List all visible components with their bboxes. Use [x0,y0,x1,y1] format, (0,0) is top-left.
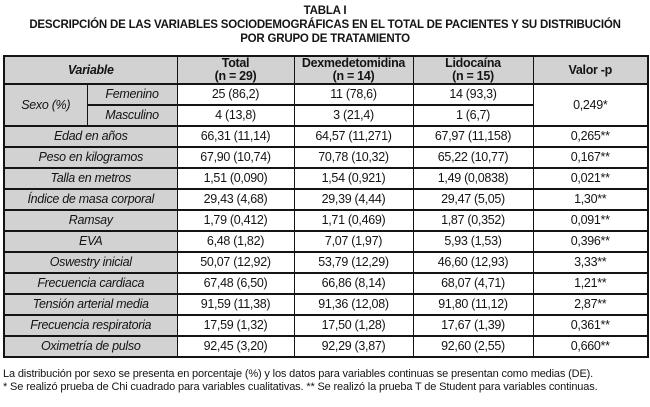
lido-cell: 17,67 (1,39) [413,315,533,336]
table-row [4,231,648,252]
header-variable: Variable [4,56,177,84]
p-value-cell: 0,167** [533,147,648,168]
dex-cell: 91,36 (12,08) [294,294,413,315]
row-label: Tensión arterial media [4,294,177,315]
row-sublabel-femenino: Femenino [87,84,177,105]
dex-cell: 64,57 (11,271) [294,126,413,147]
lido-cell: 1,87 (0,352) [413,210,533,231]
table-row [4,168,648,189]
total-cell: 4 (13,8) [177,105,294,126]
table-footnotes [3,368,649,393]
dex-cell: 1,71 (0,469) [294,210,413,231]
table-row [4,147,648,168]
p-value-cell: 0,660** [533,336,648,357]
p-value-cell: 0,396** [533,231,648,252]
lido-cell: 46,60 (12,93) [413,252,533,273]
table-row [4,336,648,357]
row-label: Talla en metros [4,168,177,189]
table-row-sexo-femenino [4,84,648,105]
dex-cell: 70,78 (10,32) [294,147,413,168]
p-value-cell: 1,30** [533,189,648,210]
total-cell: 66,31 (11,14) [177,126,294,147]
total-cell: 67,90 (10,74) [177,147,294,168]
table-row [4,210,648,231]
header-dexmedetomidina [294,56,413,84]
dex-cell: 66,86 (8,14) [294,273,413,294]
table-caption-line2: POR GRUPO DE TRATAMIENTO [240,33,410,45]
p-value-cell: 3,33** [533,252,648,273]
lido-cell: 68,07 (4,71) [413,273,533,294]
dex-cell: 1,54 (0,921) [294,168,413,189]
row-label-sexo: Sexo (%) [4,84,87,126]
row-label: Frecuencia cardiaca [4,273,177,294]
header-total [177,56,294,84]
row-label: Frecuencia respiratoria [4,315,177,336]
total-cell: 67,48 (6,50) [177,273,294,294]
table-row [4,273,648,294]
row-sublabel-masculino: Masculino [87,105,177,126]
footnote-distribution: La distribución por sexo se presenta en porcentaje (%) y los datos para variables continuas se presentan como medias (DE). [3,368,594,380]
p-value-cell: 1,21** [533,273,648,294]
dex-cell: 11 (78,6) [294,84,413,105]
lido-cell: 5,93 (1,53) [413,231,533,252]
header-row [4,56,648,84]
table-row [4,294,648,315]
table-row [4,252,648,273]
header-lidocaina [413,56,533,84]
total-cell: 17,59 (1,32) [177,315,294,336]
lido-cell: 29,47 (5,05) [413,189,533,210]
p-value-cell: 0,249* [533,84,648,126]
p-value-cell: 2,87** [533,294,648,315]
lido-cell: 91,80 (11,12) [413,294,533,315]
total-cell: 92,45 (3,20) [177,336,294,357]
header-total-label: Total [221,56,250,70]
lido-cell: 65,22 (10,77) [413,147,533,168]
header-dex-label: Dexmedetomidina [301,56,406,70]
lido-cell: 1 (6,7) [413,105,533,126]
table-row [4,189,648,210]
table-title [0,4,650,46]
row-label: EVA [4,231,177,252]
table-row [4,126,648,147]
row-label: Oximetría de pulso [4,336,177,357]
footnote-statistical-tests: * Se realizó prueba de Chi cuadrado para variables cualitativas. ** Se realizó la prueba T de Student para variables continuas. [3,380,598,393]
dex-cell: 53,79 (12,29) [294,252,413,273]
p-value-cell: 0,361** [533,315,648,336]
sociodemographic-table [3,55,649,358]
header-lido-n: (n = 15) [452,69,494,83]
dex-cell: 7,07 (1,97) [294,231,413,252]
dex-cell: 92,29 (3,87) [294,336,413,357]
p-value-cell: 0,265** [533,126,648,147]
header-total-n: (n = 29) [214,69,257,83]
header-dex-n: (n = 14) [332,69,375,83]
header-p-value: Valor -p [533,56,648,84]
lido-cell: 14 (93,3) [413,84,533,105]
table-number: TABLA I [303,5,347,17]
p-value-cell: 0,021** [533,168,648,189]
total-cell: 91,59 (11,38) [177,294,294,315]
lido-cell: 92,60 (2,55) [413,336,533,357]
total-cell: 25 (86,2) [177,84,294,105]
row-label: Ramsay [4,210,177,231]
table-row [4,315,648,336]
total-cell: 6,48 (1,82) [177,231,294,252]
table-caption-line1: DESCRIPCIÓN DE LAS VARIABLES SOCIODEMOGRÁFICAS EN EL TOTAL DE PACIENTES Y SU DISTRIBUCIÓN [29,19,621,31]
lido-cell: 1,49 (0,0838) [413,168,533,189]
row-label: Peso en kilogramos [4,147,177,168]
total-cell: 1,51 (0,090) [177,168,294,189]
dex-cell: 17,50 (1,28) [294,315,413,336]
p-value-cell: 0,091** [533,210,648,231]
row-label: Edad en años [4,126,177,147]
total-cell: 50,07 (12,92) [177,252,294,273]
header-lido-label: Lidocaína [445,56,501,70]
lido-cell: 67,97 (11,158) [413,126,533,147]
dex-cell: 29,39 (4,44) [294,189,413,210]
row-label: Índice de masa corporal [4,189,177,210]
row-label: Oswestry inicial [4,252,177,273]
total-cell: 29,43 (4,68) [177,189,294,210]
dex-cell: 3 (21,4) [294,105,413,126]
total-cell: 1,79 (0,412) [177,210,294,231]
